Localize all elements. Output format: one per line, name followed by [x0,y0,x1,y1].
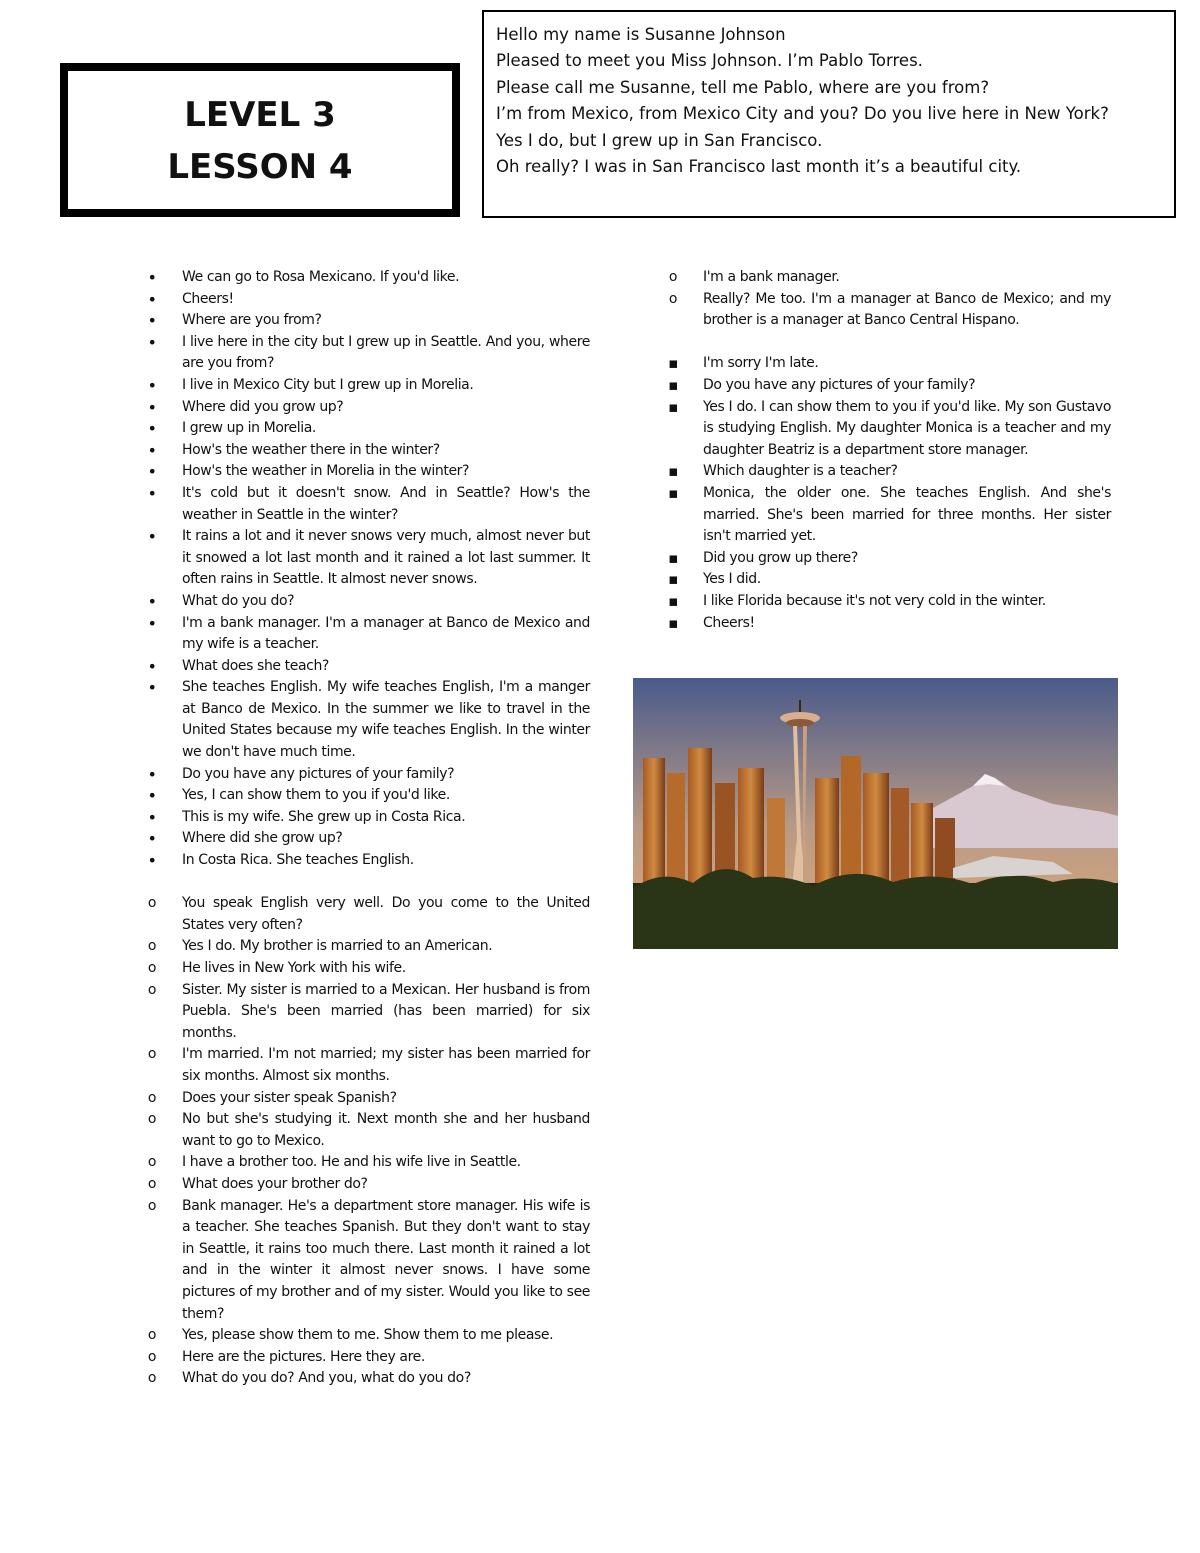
list-item: • Where did she grow up? [145,828,590,850]
list-item: • I live in Mexico City but I grew up in Morelia. [145,375,590,397]
list-item: • Yes, I can show them to you if you'd like. [145,785,590,807]
list-item: • Where did you grow up? [145,397,590,419]
list-item: o You speak English very well. Do you come to the United States very often? [145,893,590,936]
bullet-icon [145,591,159,615]
list-item: • Do you have any pictures of your family? [145,764,590,786]
list-item: • How's the weather in Morelia in the winter? [145,461,590,483]
bullet-icon [145,526,159,550]
list-item: ▪ Cheers! [666,613,1111,635]
list-item: ▪ Which daughter is a teacher? [666,461,1111,483]
square-bullet-icon [666,375,680,398]
bullet-icon [145,764,159,788]
list-item: • What do you do? [145,591,590,613]
right-column [666,267,1111,634]
list-item: o Bank manager. He's a department store manager. His wife is a teacher. She teaches Spanish. But they don't want to stay in Seattle, it rains too much there. Last month it rained a lot and in the winter it almost never snows. I have some pictures of my brother and of my sister. Would you like to see them? [145,1196,590,1326]
bullet-icon [145,461,159,485]
square-bullet-icon [666,461,680,484]
tree-canopy [633,869,1118,949]
circle-bullet-icon [145,1347,159,1369]
list-item: • This is my wife. She grew up in Costa Rica. [145,807,590,829]
bullet-icon [145,332,159,356]
lesson-title-box [60,63,460,217]
circle-bullet-icon [145,1088,159,1110]
spacer [666,332,1111,354]
circle-bullet-icon [145,1368,159,1390]
bullet-icon [145,785,159,809]
list-item: ▪ I like Florida because it's not very cold in the winter. [666,591,1111,613]
left-circle-list [145,893,590,1390]
right-circle-list [666,267,1111,332]
circle-bullet-icon [145,1196,159,1218]
list-item: • What does she teach? [145,656,590,678]
list-item: ▪ Did you grow up there? [666,548,1111,570]
square-bullet-icon [666,569,680,592]
circle-bullet-icon [666,267,680,289]
bullet-icon [145,418,159,442]
left-bullet-list [145,267,590,872]
circle-bullet-icon [145,958,159,980]
circle-bullet-icon [145,1109,159,1131]
bullet-icon [145,807,159,831]
list-item: ▪ Yes I do. I can show them to you if you'd like. My son Gustavo is studying English. My daughter Monica is a teacher and my daughter Beatriz is a department store manager. [666,397,1111,462]
spacer [145,872,590,894]
list-item: • It rains a lot and it never snows very much, almost never but it snowed a lot last month and it rained a lot last summer. It often rains in Seattle. It almost never snows. [145,526,590,591]
list-item: o I'm a bank manager. [666,267,1111,289]
dialog-line: Yes I do, but I grew up in San Francisco. [496,130,823,150]
skyline-illustration [633,678,1118,949]
bullet-icon [145,656,159,680]
title-level: LEVEL 3 [184,95,336,135]
list-item: o Really? Me too. I'm a manager at Banco de Mexico; and my brother is a manager at Banco Central Hispano. [666,289,1111,332]
square-bullet-icon [666,548,680,571]
circle-bullet-icon [145,936,159,958]
list-item: • She teaches English. My wife teaches English, I'm a manger at Banco de Mexico. In the summer we like to travel in the United States because my wife teaches English. In the winter we don't have much time. [145,677,590,763]
circle-bullet-icon [145,1325,159,1347]
bullet-icon [145,828,159,852]
list-item: • It's cold but it doesn't snow. And in Seattle? How's the weather in Seattle in the winter? [145,483,590,526]
square-bullet-icon [666,353,680,376]
bullet-icon [145,483,159,507]
dialog-line: Pleased to meet you Miss Johnson. I’m Pablo Torres. [496,51,923,71]
dialog-line: I’m from Mexico, from Mexico City and you? Do you live here in New York? [496,104,1109,124]
bullet-icon [145,375,159,399]
list-item: o No but she's studying it. Next month she and her husband want to go to Mexico. [145,1109,590,1152]
seattle-skyline-photo [633,678,1118,949]
list-item: • I live here in the city but I grew up in Seattle. And you, where are you from? [145,332,590,375]
list-item: • How's the weather there in the winter? [145,440,590,462]
list-item: o Yes I do. My brother is married to an American. [145,936,590,958]
bullet-icon [145,613,159,637]
list-item: o I have a brother too. He and his wife live in Seattle. [145,1152,590,1174]
list-item: ▪ Yes I did. [666,569,1111,591]
bullet-icon [145,850,159,874]
dialog-line: Please call me Susanne, tell me Pablo, where are you from? [496,77,990,97]
list-item: ▪ I'm sorry I'm late. [666,353,1111,375]
bullet-icon [145,310,159,334]
intro-dialog-box [482,10,1176,218]
list-item: • We can go to Rosa Mexicano. If you'd like. [145,267,590,289]
circle-bullet-icon [145,1174,159,1196]
circle-bullet-icon [666,289,680,311]
right-square-list [666,353,1111,634]
list-item: • Cheers! [145,289,590,311]
list-item: o Here are the pictures. Here they are. [145,1347,590,1369]
circle-bullet-icon [145,893,159,915]
bullet-icon [145,397,159,421]
list-item: o Does your sister speak Spanish? [145,1088,590,1110]
list-item: o He lives in New York with his wife. [145,958,590,980]
title-lesson: LESSON 4 [167,147,353,187]
list-item: • I'm a bank manager. I'm a manager at Banco de Mexico and my wife is a teacher. [145,613,590,656]
bullet-icon [145,289,159,313]
bullet-icon [145,440,159,464]
square-bullet-icon [666,397,680,420]
dialog-line: Oh really? I was in San Francisco last month it’s a beautiful city. [496,157,1022,177]
list-item: o Sister. My sister is married to a Mexican. Her husband is from Puebla. She's been married (has been married) for six months. [145,980,590,1045]
list-item: • Where are you from? [145,310,590,332]
left-column [145,267,590,1390]
square-bullet-icon [666,591,680,614]
circle-bullet-icon [145,1044,159,1066]
bullet-icon [145,677,159,701]
bullet-icon [145,267,159,291]
list-item: • I grew up in Morelia. [145,418,590,440]
list-item: o What does your brother do? [145,1174,590,1196]
list-item: ▪ Monica, the older one. She teaches English. And she's married. She's been married for three months. Her sister isn't married yet. [666,483,1111,548]
circle-bullet-icon [145,980,159,1002]
list-item: o Yes, please show them to me. Show them to me please. [145,1325,590,1347]
square-bullet-icon [666,483,680,506]
list-item: o What do you do? And you, what do you do? [145,1368,590,1390]
dialog-line: Hello my name is Susanne Johnson [496,25,786,44]
list-item: ▪ Do you have any pictures of your family? [666,375,1111,397]
list-item: o I'm married. I'm not married; my sister has been married for six months. Almost six months. [145,1044,590,1087]
square-bullet-icon [666,613,680,636]
list-item: • In Costa Rica. She teaches English. [145,850,590,872]
circle-bullet-icon [145,1152,159,1174]
